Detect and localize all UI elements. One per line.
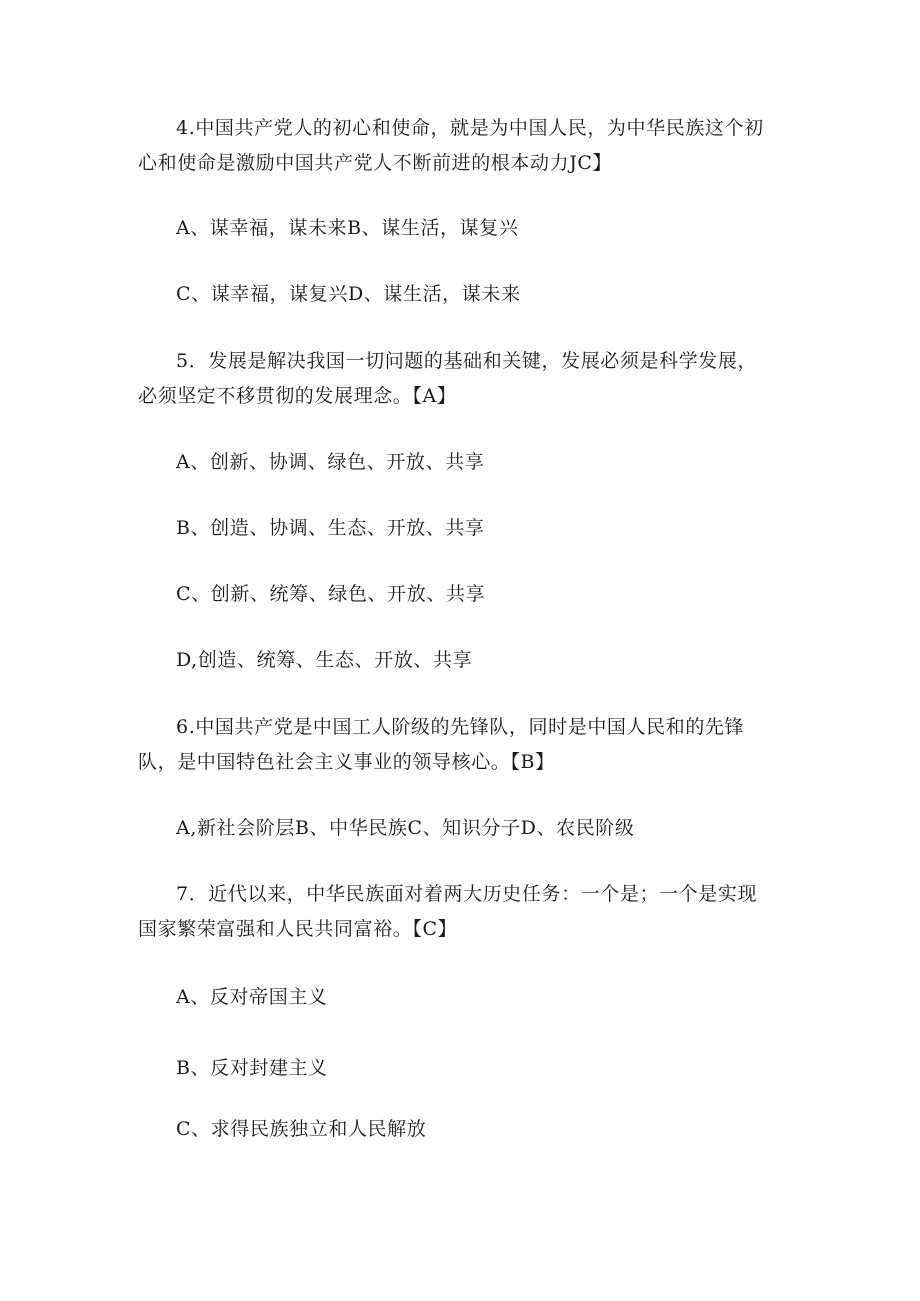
question-7-line-1: 7．近代以来，中华民族面对着两大历史任务：一个是；一个是实现 [176, 883, 758, 905]
question-7-line-2: 国家繁荣富强和人民共同富裕。【C】 [138, 918, 458, 940]
question-7-option-c: C、求得民族独立和人民解放 [176, 1118, 427, 1140]
question-4-line-2: 心和使命是激励中国共产党人不断前进的根本动力JC】 [138, 152, 613, 174]
question-5-option-a: A、创新、协调、绿色、开放、共享 [176, 451, 485, 473]
question-4-option-line: A、谋幸福，谋未来B、谋生活，谋复兴 [176, 217, 519, 239]
question-5-option-d: D,创造、统筹、生态、开放、共享 [176, 649, 473, 671]
question-4-line-1: 4.中国共产党人的初心和使命，就是为中国人民，为中华民族这个初 [176, 117, 764, 139]
question-5-option-c: C、创新、统筹、绿色、开放、共享 [176, 583, 486, 605]
question-4-option-line: C、谋幸福，谋复兴D、谋生活，谋未来 [176, 283, 521, 305]
question-7-option-a: A、反对帝国主义 [176, 986, 328, 1008]
question-5-option-b: B、创造、协调、生态、开放、共享 [176, 517, 485, 539]
question-6-line-2: 队，是中国特色社会主义事业的领导核心。【B】 [138, 751, 555, 773]
question-6-option-line: A,新社会阶层B、中华民族C、知识分子D、农民阶级 [176, 817, 635, 839]
question-6-line-1: 6.中国共产党是中国工人阶级的先锋队，同时是中国人民和的先锋 [176, 716, 745, 738]
question-5-line-2: 必须坚定不移贯彻的发展理念。【A】 [138, 385, 457, 407]
question-7-option-b: B、反对封建主义 [176, 1057, 328, 1079]
question-5-line-1: 5．发展是解决我国一切问题的基础和关键，发展必须是科学发展， [176, 350, 758, 372]
